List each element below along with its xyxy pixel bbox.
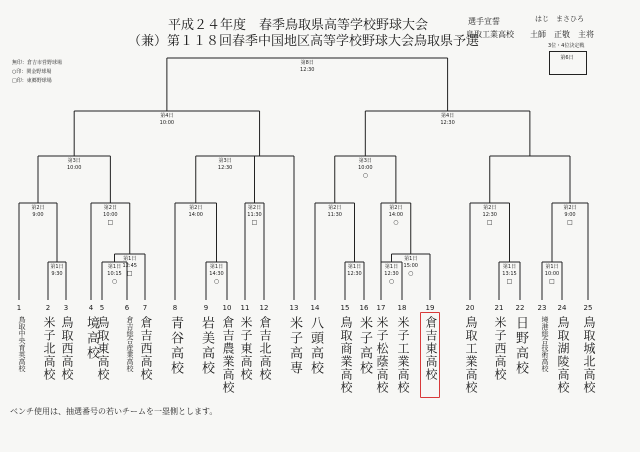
- game-day: 第1日: [347, 264, 362, 270]
- game-day: 第1日: [502, 264, 517, 270]
- team-name: 八頭高校: [308, 316, 323, 376]
- third-place-note: 3位・4位決定戦: [548, 43, 585, 49]
- game-time: 12:30: [440, 120, 455, 126]
- team-number: 21: [494, 304, 504, 312]
- game-time: 9:00: [32, 212, 44, 218]
- game-label: [58, 158, 90, 172]
- game-day: 第1日: [123, 256, 137, 262]
- game-day: 第2日: [189, 205, 203, 211]
- team-number: 22: [515, 304, 525, 312]
- team-number: 19: [425, 304, 435, 312]
- game-label: [291, 60, 323, 74]
- game-label: [114, 256, 146, 277]
- game-time: 12:45: [122, 263, 137, 269]
- game-time: 12:30: [300, 67, 315, 73]
- game-time: 10:15: [107, 271, 122, 277]
- game-time: 13:15: [502, 271, 517, 277]
- team-number: 6: [124, 304, 130, 312]
- game-time: 11:30: [327, 212, 342, 218]
- game-label: [395, 256, 427, 277]
- team-number: 16: [359, 304, 369, 312]
- team-name: 日野高校: [513, 316, 528, 376]
- team-name: 鳥取東高校: [96, 316, 110, 381]
- team-number: 25: [583, 304, 593, 312]
- venue-mark: □: [567, 219, 573, 226]
- game-time: 12:30: [347, 271, 362, 277]
- footer-note: ベンチ使用は、抽選番号の若いチームを一塁側とします。: [10, 407, 218, 416]
- venue-mark: ○: [388, 278, 395, 285]
- team-number: 7: [142, 304, 148, 312]
- game-day: 第1日: [209, 264, 224, 270]
- team-number: 5: [99, 304, 105, 312]
- team-name: 倉吉東高校: [424, 316, 438, 381]
- tournament-title: 平成２４年度 春季鳥取県高等学校野球大会: [168, 18, 429, 33]
- venue-mark: □: [107, 219, 114, 226]
- venue-mark: □: [506, 278, 513, 285]
- game-time: 9:00: [564, 212, 576, 218]
- game-day: 第3日: [358, 158, 372, 164]
- venue-mark: ○: [213, 278, 220, 285]
- team-name: 青谷高校: [168, 316, 183, 376]
- team-name: 米子工業高校: [396, 316, 410, 394]
- team-name: 鳥取城北高校: [582, 316, 596, 394]
- team-name: 鳥取工業高校: [464, 316, 478, 394]
- game-day: 第1日: [545, 264, 559, 270]
- venue-mark: □: [126, 270, 133, 277]
- team-number: 10: [222, 304, 232, 312]
- team-name: 倉吉北高校: [258, 316, 272, 381]
- game-day: 第2日: [389, 205, 403, 211]
- venue-mark: □: [549, 278, 555, 285]
- game-day: 第3日: [67, 158, 81, 164]
- game-time: 12:30: [384, 271, 399, 277]
- team-name: 岩美高校: [199, 316, 214, 376]
- team-name: 鳥取商業高校: [339, 316, 353, 394]
- game-day: 第8日: [300, 60, 314, 66]
- game-time: 9:30: [51, 271, 63, 277]
- game-day: 第2日: [247, 205, 262, 211]
- game-label: [201, 264, 233, 285]
- game-time: 15:00: [403, 263, 418, 269]
- game-time: 11:30: [247, 212, 262, 218]
- team-name: 鳥取中央育英高校: [18, 316, 26, 372]
- game-time: 10:00: [66, 165, 82, 171]
- team-name: 米子西高校: [493, 316, 507, 381]
- team-number: 9: [203, 304, 209, 312]
- game-time: 10:00: [358, 165, 373, 171]
- legend-item: □印：東郷野球場: [12, 78, 52, 84]
- game-label: [209, 158, 241, 172]
- game-day: 第2日: [103, 205, 117, 211]
- third-place-day: 第6日: [560, 55, 574, 61]
- team-number: 4: [88, 304, 94, 312]
- game-day: 第1日: [50, 264, 64, 270]
- team-name: 倉吉西高校: [139, 316, 153, 381]
- team-name: 境高校: [84, 316, 99, 361]
- team-number: 15: [340, 304, 350, 312]
- venue-mark: □: [486, 219, 493, 226]
- game-time: 10:00: [159, 120, 175, 126]
- oath-name-kana: はじ まさひろ: [535, 15, 584, 23]
- game-time: 12:30: [217, 165, 233, 171]
- game-time: 12:30: [482, 212, 497, 218]
- team-number: 24: [557, 304, 567, 312]
- team-number: 11: [240, 304, 250, 312]
- game-day: 第4日: [441, 113, 455, 119]
- game-label: [339, 264, 371, 278]
- venue-mark: □: [251, 219, 258, 226]
- venue-mark: ○: [362, 172, 368, 179]
- game-day: 第2日: [483, 205, 497, 211]
- game-day: 第2日: [328, 205, 342, 211]
- legend-item: ○印：関金野球場: [12, 69, 52, 75]
- team-name: 米子松蔭高校: [375, 316, 389, 394]
- team-number: 2: [45, 304, 51, 312]
- team-number: 17: [376, 304, 386, 312]
- game-label: [319, 205, 351, 219]
- team-number: 20: [465, 304, 475, 312]
- game-label: [474, 205, 506, 226]
- team-number: 13: [289, 304, 299, 312]
- oath-name: 土師 正敬 主将: [530, 30, 594, 39]
- oath-school: 鳥取工業高校: [466, 30, 514, 39]
- team-number: 12: [259, 304, 269, 312]
- game-label: [380, 205, 412, 226]
- team-name: 鳥取湖陵高校: [556, 316, 570, 394]
- game-label: [151, 113, 183, 127]
- legend-item: 無印：倉吉市営野球場: [12, 60, 63, 66]
- team-number: 8: [172, 304, 178, 312]
- game-label: [180, 205, 212, 219]
- game-label: [239, 205, 271, 226]
- game-time: 10:00: [544, 271, 560, 277]
- game-label: [554, 205, 586, 226]
- game-day: 第4日: [160, 113, 174, 119]
- team-name: 倉吉農業高校: [221, 316, 235, 394]
- team-name: 倉吉総合産業高校: [126, 316, 134, 372]
- game-label: [432, 113, 464, 127]
- highlight-box: [420, 312, 440, 398]
- game-label: [494, 264, 526, 285]
- team-number: 23: [537, 304, 547, 312]
- team-name: 境港総合技術高校: [541, 316, 549, 372]
- team-name: 米子北高校: [42, 316, 56, 381]
- team-number: 3: [63, 304, 69, 312]
- game-label: [536, 264, 568, 285]
- team-name: 鳥取西高校: [60, 316, 74, 381]
- venue-mark: ○: [111, 278, 118, 285]
- game-time: 10:00: [103, 212, 118, 218]
- venue-mark: ○: [393, 219, 399, 226]
- game-label: [22, 205, 54, 219]
- game-day: 第1日: [384, 264, 399, 270]
- team-number: 1: [16, 304, 22, 312]
- game-day: 第1日: [107, 264, 122, 270]
- game-day: 第2日: [563, 205, 577, 211]
- game-time: 14:00: [188, 212, 203, 218]
- game-day: 第2日: [31, 205, 45, 211]
- game-day: 第3日: [218, 158, 232, 164]
- team-name: 米子東高校: [239, 316, 253, 381]
- game-day: 第1日: [404, 256, 418, 262]
- game-label: [349, 158, 381, 179]
- team-name: 米子高校: [357, 316, 372, 376]
- game-time: 14:00: [388, 212, 404, 218]
- team-number: 18: [397, 304, 407, 312]
- game-label: [41, 264, 73, 278]
- oath-label: 選手宣誓: [468, 17, 500, 26]
- game-time: 14:30: [209, 271, 224, 277]
- game-label: [94, 205, 126, 226]
- team-name: 米子高専: [287, 316, 302, 376]
- tournament-subtitle: （兼）第１１８回春季中国地区高等学校野球大会鳥取県予選: [128, 34, 480, 49]
- team-number: 14: [310, 304, 320, 312]
- venue-mark: ○: [408, 270, 414, 277]
